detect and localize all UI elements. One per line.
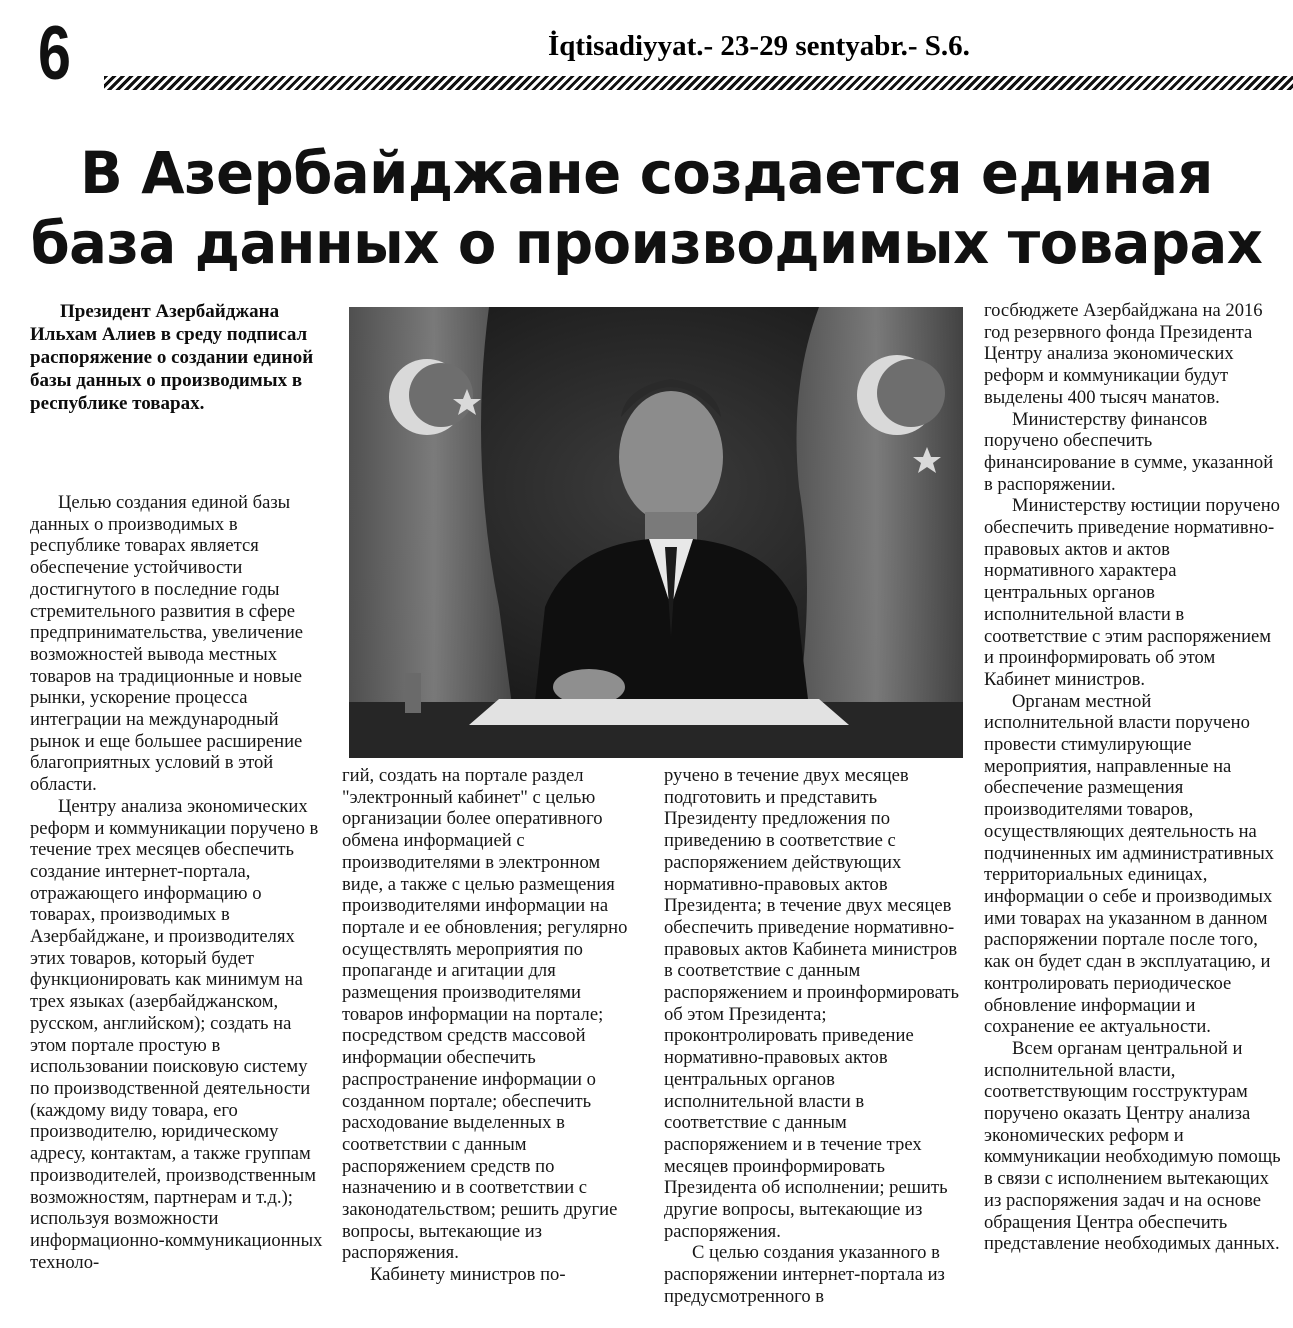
col4-paragraph-5: Всем органам центральной и исполнительной власти, соответствующим госструктурам поручено оказать Центру анализа экономических реформ и коммуникации необходимую помощь в связи с исполнением вытекающих из распоряжения задач и на основе обращения Центра обеспечить представление необходимых данных. <box>984 1037 1281 1255</box>
column-1 <box>30 492 328 1273</box>
photo <box>349 307 963 758</box>
masthead-rule <box>104 76 1293 90</box>
col2-paragraph-1: гий, создать на портале раздел "электронный кабинет" с целью организации более оперативного обмена информацией с производителями в электронном виде, а также с целью размещения производителями информации на портале и ее обновления; регулярно осуществлять мероприятия по пропаганде и агитации для размещения производителями товаров информации на портале; посредством средств массовой информации обеспечить распространение информации о созданном портале; обеспечить расходование выделенных в соответствии с данным распоряжением средств по назначению и в соответствии с законодательством; решить другие вопросы, вытекающие из распоряжения. <box>342 765 628 1264</box>
headline <box>0 138 1293 278</box>
col3-paragraph-1: ручено в течение двух месяцев подготовить и представить Президенту предложения по приведению в соответствие с распоряжением действующих нормативно-правовых актов Президента; в течение двух месяцев обеспечить приведение нормативно-правовых актов Кабинета министров в соответствие с данным распоряжением и проинформировать об этом Президента; проконтролировать приведение нормативно-правовых актов центральных органов исполнительной власти в соответствие с данным распоряжением и в течение трех месяцев проинформировать Президента об исполнении; решить другие вопросы, вытекающие из распоряжения. <box>664 765 959 1242</box>
issue-line: İqtisadiyyat.- 23-29 sentyabr.- S.6. <box>548 30 970 62</box>
headline-line-2: база данных о производимых товарах <box>30 209 1263 277</box>
col3-paragraph-2: С целью создания указанного в распоряжении интернет-портала из предусмотренного в <box>664 1242 945 1307</box>
page-number: 6 <box>38 11 71 96</box>
column-3 <box>664 765 962 1308</box>
col4-paragraph-3: Министерству юстиции поручено обеспечить приведение нормативно-правовых актов и актов нормативного характера центральных органов исполнительной власти в соответствие с этим распоряжением и проинформировать об этом Кабинет министров. <box>984 495 1280 690</box>
column-2 <box>342 765 642 1286</box>
document-paper <box>469 699 849 725</box>
col4-paragraph-2: Министерству финансов поручено обеспечить финансирование в сумме, указанной в распоряжении. <box>984 408 1274 495</box>
column-4 <box>984 300 1284 1255</box>
col4-paragraph-4: Органам местной исполнительной власти поручено провести стимулирующие мероприятия, направленные на обеспечение размещения производителями товаров, осуществляющих деятельность на подчиненных им административных территориальных единицах, информации о себе и производимых ими товарах на указанном в данном распоряжении портале после того, как он будет сдан в эксплуатацию, и контролировать периодическое обновление информации и сохранение ее актуальности. <box>984 690 1274 1038</box>
col1-paragraph-1: Целью создания единой базы данных о производимых в республике товарах является обеспечение устойчивости достигнутого в последние годы стремительного развития в сфере предпринимательства, увеличение возможностей вывода местных товаров на традиционные и новые рынки, ускорение процесса интеграции на международный рынок и еще большее расширение благоприятных условий в этой области. <box>30 492 304 796</box>
pen-holder <box>405 673 421 713</box>
lead-paragraph: Президент Азербайджана Ильхам Алиев в среду подписал распоряжение о создании единой базы данных о производимых в республике товарах. <box>30 301 314 414</box>
col4-paragraph-1: госбюджете Азербайджана на 2016 год резервного фонда Президента Центру анализа экономических реформ и коммуникации будут выделены 400 тысяч манатов. <box>984 300 1263 408</box>
col1-paragraph-2: Центру анализа экономических реформ и коммуникации поручено в течение трех месяцев обеспечить создание интернет-портала, отражающего информацию о товарах, производимых в Азербайджане, и производителях этих товаров, который будет функционировать как минимум на трех языках (азербайджанском, русском, английском); создать на этом портале простую в использовании поисковую систему по производственной деятельности (каждому виду товара, его производителю, юридическому адресу, контактам, а также группам производителей, производственным возможностям, партнерам и т.д.); используя возможности информационно-коммуникационных техноло- <box>30 795 323 1273</box>
headline-line-1: В Азербайджане создается единая <box>80 139 1213 207</box>
col2-paragraph-2: Кабинету министров по- <box>370 1264 566 1286</box>
photo-illustration <box>349 307 963 758</box>
